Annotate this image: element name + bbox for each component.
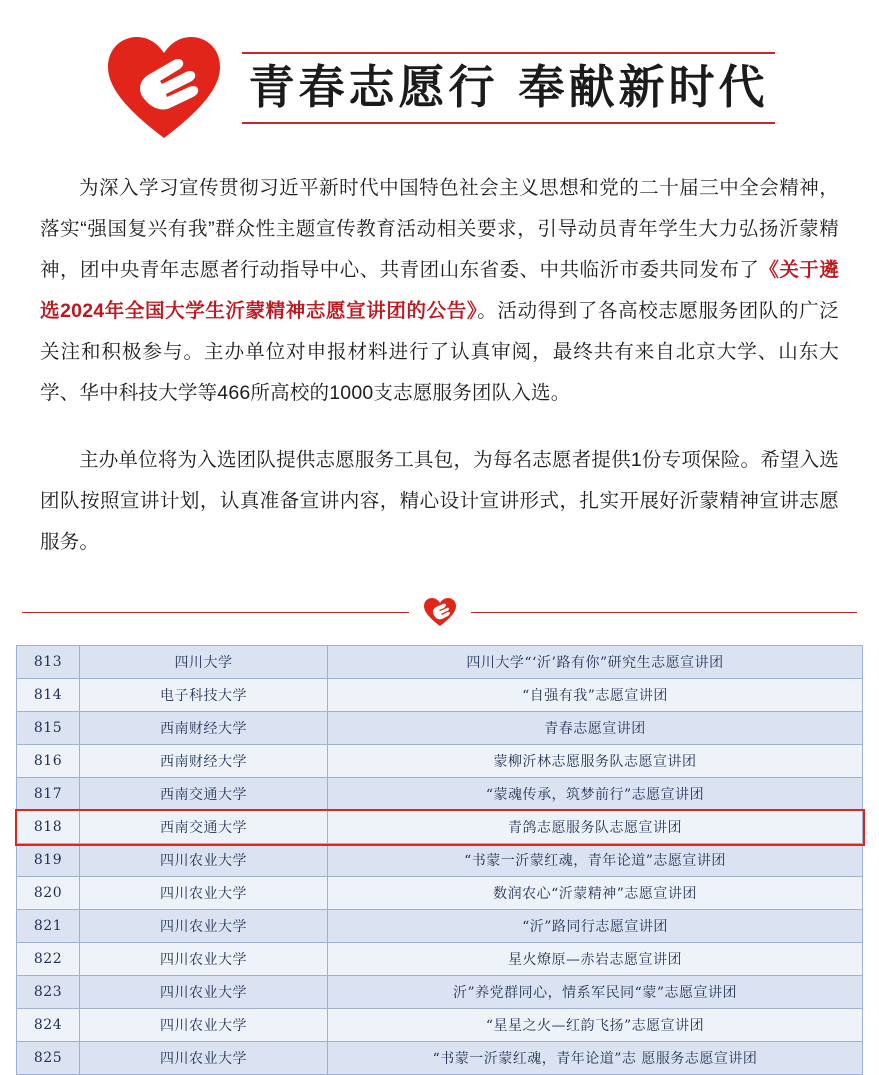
divider-line-right — [471, 612, 858, 613]
table-row[interactable] — [17, 976, 863, 1009]
row-team: “沂”路同行志愿宣讲团 — [328, 910, 863, 943]
table-row[interactable] — [17, 844, 863, 877]
row-university: 四川农业大学 — [80, 943, 328, 976]
row-university: 四川农业大学 — [80, 976, 328, 1009]
row-no: 814 — [17, 679, 80, 712]
page-banner — [0, 0, 879, 152]
table-row[interactable] — [17, 646, 863, 679]
row-team: “书蒙一沂蒙红魂，青年论道”志 愿服务志愿宣讲团 — [328, 1042, 863, 1075]
row-no: 813 — [17, 646, 80, 679]
table-row[interactable] — [17, 745, 863, 778]
row-team: “蒙魂传承，筑梦前行”志愿宣讲团 — [328, 778, 863, 811]
article-body — [0, 152, 879, 563]
row-university: 四川农业大学 — [80, 910, 328, 943]
table-row[interactable] — [17, 1042, 863, 1075]
row-no: 820 — [17, 877, 80, 910]
row-no: 823 — [17, 976, 80, 1009]
row-university: 电子科技大学 — [80, 679, 328, 712]
table-row[interactable] — [17, 910, 863, 943]
row-university: 西南财经大学 — [80, 712, 328, 745]
paragraph-1-part-1: 为深入学习宣传贯彻习近平新时代中国特色社会主义思想和党的二十届三中全会精神，落实“强国复兴有我”群众性主题宣传教育活动相关要求，引导动员青年学生大力弘扬沂蒙精神，团中央青年志愿者行动指导中心、共青团山东省委、中共临沂市委共同发布了 — [40, 177, 839, 281]
row-university: 西南交通大学 — [80, 778, 328, 811]
page-title: 青春志愿行 奉献新时代 — [242, 52, 774, 125]
selected-teams-table-wrap — [0, 645, 879, 1075]
divider-line-left — [22, 612, 409, 613]
row-no: 824 — [17, 1009, 80, 1042]
table-row[interactable] — [17, 778, 863, 811]
heart-with-hand-icon — [104, 34, 224, 142]
table-row[interactable] — [17, 1009, 863, 1042]
row-team: 数润农心“沂蒙精神”志愿宣讲团 — [328, 877, 863, 910]
row-team: 蒙柳沂林志愿服务队志愿宣讲团 — [328, 745, 863, 778]
table-row[interactable] — [17, 679, 863, 712]
row-university: 西南财经大学 — [80, 745, 328, 778]
notice-title-link[interactable]: 《关于遴选2024年全国大学生沂蒙精神志愿宣讲团的公告》 — [40, 259, 839, 322]
row-team: “书蒙一沂蒙红魂，青年论道”志愿宣讲团 — [328, 844, 863, 877]
row-university: 四川大学 — [80, 646, 328, 679]
row-no: 822 — [17, 943, 80, 976]
row-team: 沂”养党群同心，情系军民同“蒙”志愿宣讲团 — [328, 976, 863, 1009]
section-divider — [0, 597, 879, 627]
table-row[interactable] — [17, 877, 863, 910]
paragraph-2: 主办单位将为入选团队提供志愿服务工具包，为每名志愿者提供1份专项保险。希望入选团队按照宣讲计划，认真准备宣讲内容，精心设计宣讲形式，扎实开展好沂蒙精神宣讲志愿服务。 — [40, 449, 839, 553]
table-row[interactable] — [17, 712, 863, 745]
row-university: 四川农业大学 — [80, 1042, 328, 1075]
row-no: 817 — [17, 778, 80, 811]
row-team: 青春志愿宣讲团 — [328, 712, 863, 745]
row-no: 825 — [17, 1042, 80, 1075]
paragraph-1-part-3: 。活动得到了各高校志愿服务团队的广泛关注和积极参与。主办单位对申报材料进行了认真审阅，最终共有来自北京大学、山东大学、华中科技大学等466所高校的1000支志愿服务团队入选。 — [40, 300, 839, 404]
table-row-highlighted[interactable] — [17, 811, 863, 844]
row-university: 西南交通大学 — [80, 811, 328, 844]
row-no: 815 — [17, 712, 80, 745]
row-university: 四川农业大学 — [80, 877, 328, 910]
row-university: 四川农业大学 — [80, 1009, 328, 1042]
mini-heart-icon — [423, 597, 457, 627]
selected-teams-table — [16, 645, 863, 1075]
table-body — [17, 646, 863, 1075]
row-no: 819 — [17, 844, 80, 877]
row-university: 四川农业大学 — [80, 844, 328, 877]
paragraph-1 — [40, 168, 839, 414]
row-team: 星火燎原—赤岩志愿宣讲团 — [328, 943, 863, 976]
row-team: 四川大学“‘沂’路有你”研究生志愿宣讲团 — [328, 646, 863, 679]
row-no: 816 — [17, 745, 80, 778]
row-no: 821 — [17, 910, 80, 943]
row-no: 818 — [17, 811, 80, 844]
table-row[interactable] — [17, 943, 863, 976]
row-team: “星星之火—红韵飞扬”志愿宣讲团 — [328, 1009, 863, 1042]
row-team: “自强有我”志愿宣讲团 — [328, 679, 863, 712]
row-team: 青鸽志愿服务队志愿宣讲团 — [328, 811, 863, 844]
